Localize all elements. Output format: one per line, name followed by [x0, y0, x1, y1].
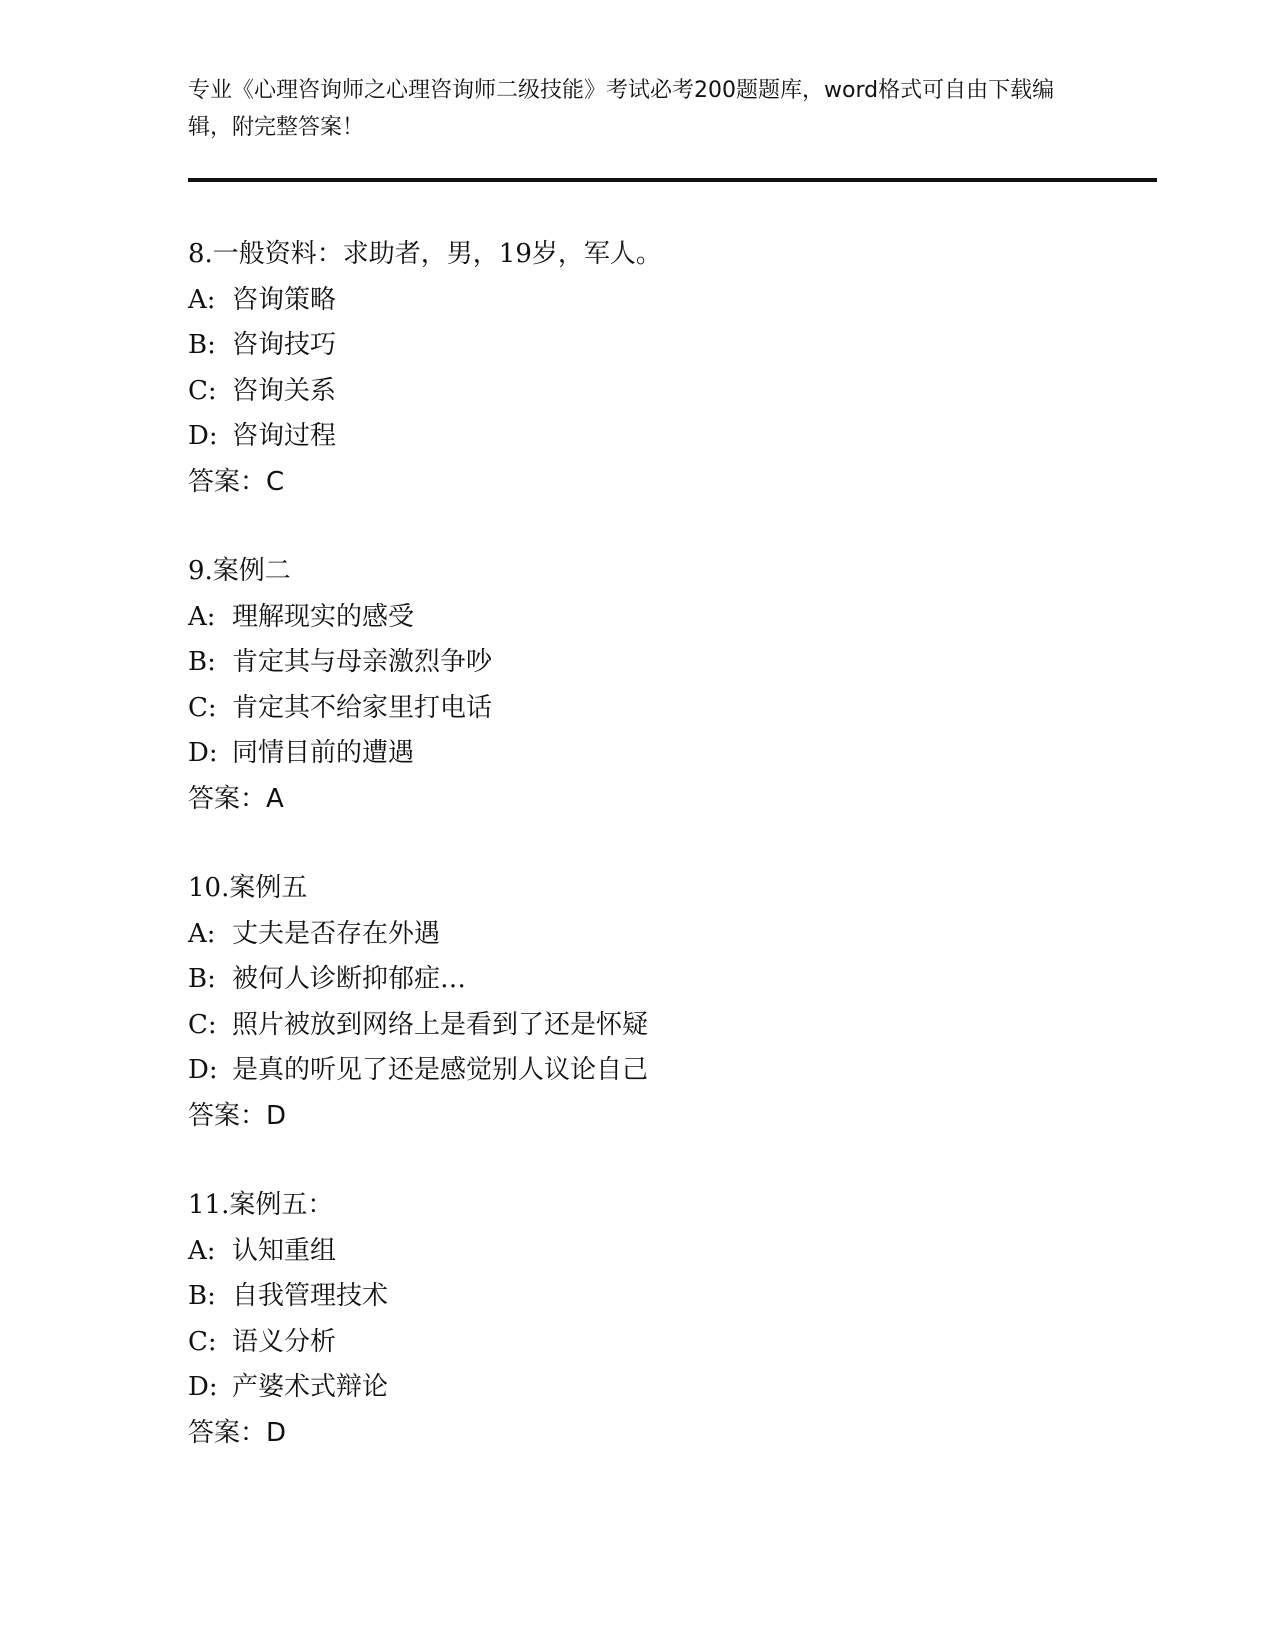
option-letter: C:	[188, 692, 217, 723]
option-letter: D:	[188, 1372, 218, 1402]
option-c	[188, 686, 1088, 732]
question-8	[188, 232, 1088, 505]
option-c	[188, 369, 1088, 415]
option-d	[188, 1365, 1088, 1411]
option-letter: B:	[188, 1281, 216, 1311]
option-letter: C:	[188, 1009, 217, 1040]
question-10	[188, 866, 1088, 1139]
option-text: 照片被放到网络上是看到了还是怀疑	[232, 1009, 649, 1040]
option-b	[188, 323, 1088, 369]
option-text: 咨询过程	[232, 421, 337, 451]
answer-line: 答案：D	[188, 1100, 287, 1131]
question-stem: 11.案例五：	[188, 1190, 334, 1220]
option-letter: D:	[188, 738, 218, 768]
option-letter: B:	[188, 647, 216, 677]
option-a	[188, 912, 1088, 958]
question-stem: 10.案例五	[188, 873, 308, 903]
option-text: 咨询技巧	[232, 330, 337, 360]
option-text: 肯定其与母亲激烈争吵	[232, 647, 493, 677]
option-letter: A:	[188, 601, 216, 632]
option-d	[188, 414, 1088, 460]
option-b	[188, 640, 1088, 686]
option-text: 同情目前的遭遇	[232, 738, 415, 768]
option-text: 被何人诊断抑郁症…	[232, 964, 467, 994]
option-letter: B:	[188, 964, 216, 994]
option-text: 认知重组	[232, 1235, 337, 1266]
question-11	[188, 1183, 1088, 1456]
option-a	[188, 595, 1088, 641]
option-letter: D:	[188, 1055, 218, 1085]
option-letter: C:	[188, 1326, 217, 1357]
option-text: 产婆术式辩论	[232, 1372, 389, 1402]
option-text: 理解现实的感受	[232, 601, 415, 632]
option-text: 咨询关系	[232, 375, 337, 406]
option-b	[188, 957, 1088, 1003]
option-letter: A:	[188, 284, 216, 315]
option-text: 咨询策略	[232, 284, 337, 315]
answer-line: 答案：C	[188, 466, 285, 497]
option-a	[188, 278, 1088, 324]
option-d	[188, 731, 1088, 777]
option-text: 自我管理技术	[232, 1281, 389, 1311]
option-d	[188, 1048, 1088, 1094]
question-stem: 9.案例二	[188, 556, 291, 586]
option-text: 丈夫是否存在外遇	[232, 918, 441, 949]
option-c	[188, 1320, 1088, 1366]
option-c	[188, 1003, 1088, 1049]
option-b	[188, 1274, 1088, 1320]
option-letter: A:	[188, 918, 216, 949]
header-double-rule	[188, 178, 1157, 182]
option-letter: A:	[188, 1235, 216, 1266]
option-letter: C:	[188, 375, 217, 406]
answer-line: 答案：A	[188, 783, 284, 814]
option-letter: B:	[188, 330, 216, 360]
option-a	[188, 1229, 1088, 1275]
option-text: 是真的听见了还是感觉别人议论自己	[232, 1055, 649, 1085]
option-letter: D:	[188, 421, 218, 451]
option-text: 语义分析	[232, 1326, 337, 1357]
option-text: 肯定其不给家里打电话	[232, 692, 493, 723]
question-stem: 8.一般资料：求助者，男，19岁，军人。	[188, 239, 662, 269]
answer-line: 答案：D	[188, 1417, 287, 1448]
question-9	[188, 549, 1088, 822]
question-list	[188, 232, 1088, 1500]
page-header: 专业《心理咨询师之心理咨询师二级技能》考试必考200题题库，word格式可自由下载编辑，附完整答案！	[188, 78, 1055, 140]
